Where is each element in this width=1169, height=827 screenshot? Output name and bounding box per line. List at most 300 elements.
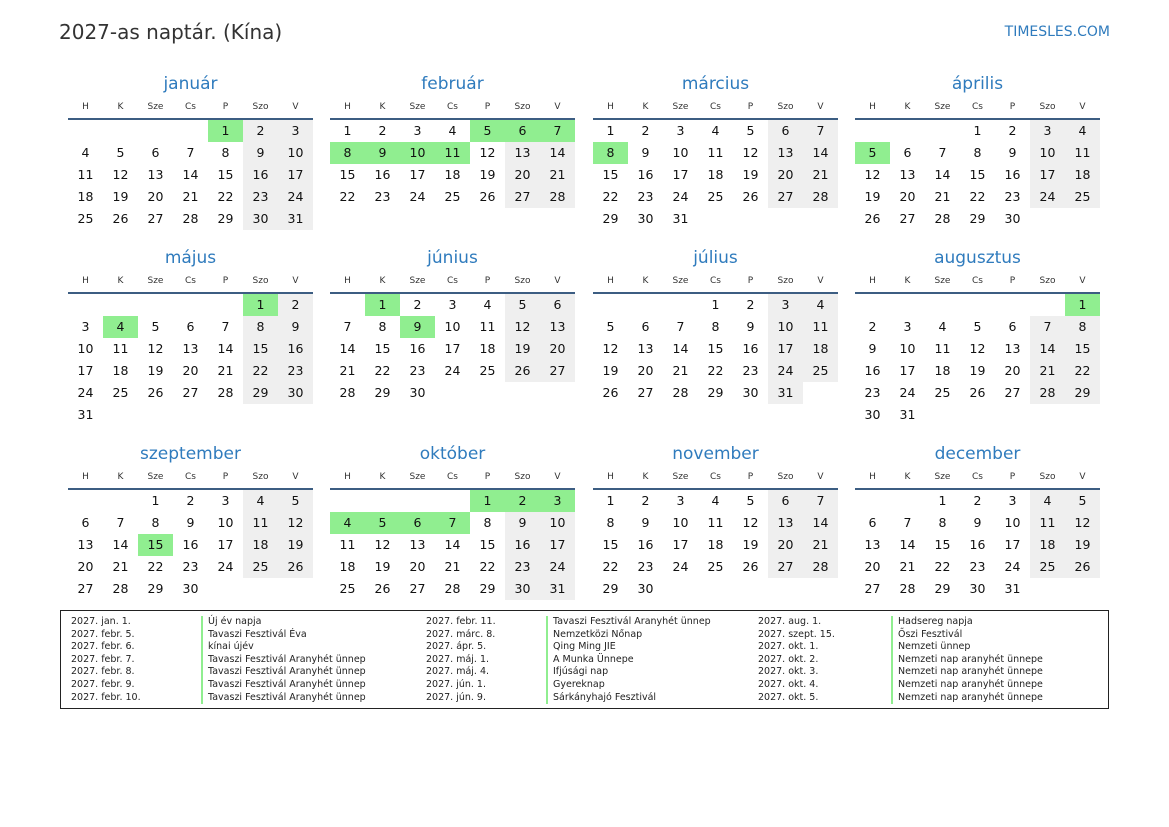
day-cell[interactable]: 2 <box>641 493 650 508</box>
day-cell[interactable]: 29 <box>147 581 164 596</box>
day-cell[interactable]: 13 <box>147 167 164 182</box>
day-cell[interactable]: 25 <box>479 363 496 378</box>
day-cell[interactable]: 10 <box>768 316 803 338</box>
day-cell[interactable]: 28 <box>182 211 199 226</box>
day-cell[interactable]: 20 <box>864 559 881 574</box>
day-cell[interactable]: 25 <box>934 385 951 400</box>
day-cell[interactable]: 9 <box>641 145 650 160</box>
day-cell[interactable]: 19 <box>278 534 313 556</box>
day-cell[interactable]: 18 <box>1030 534 1065 556</box>
day-cell[interactable]: 12 <box>112 167 129 182</box>
day-cell[interactable]: 23 <box>1004 189 1021 204</box>
day-cell[interactable]: 30 <box>409 385 426 400</box>
day-cell[interactable]: 15 <box>243 338 278 360</box>
day-cell[interactable]: 20 <box>1004 363 1021 378</box>
day-cell[interactable]: 4 <box>448 123 457 138</box>
day-cell[interactable]: 6 <box>151 145 160 160</box>
day-cell[interactable]: 19 <box>374 559 391 574</box>
day-cell[interactable]: 8 <box>221 145 230 160</box>
day-cell[interactable]: 24 <box>1004 559 1021 574</box>
day-cell[interactable]: 1 <box>973 123 982 138</box>
day-cell[interactable]: 3 <box>676 123 685 138</box>
day-cell[interactable]: 22 <box>217 189 234 204</box>
day-cell[interactable]: 12 <box>969 341 986 356</box>
day-cell[interactable]: 20 <box>409 559 426 574</box>
day-cell[interactable]: 14 <box>803 142 838 164</box>
day-cell[interactable]: 12 <box>374 537 391 552</box>
day-cell[interactable]: 14 <box>217 341 234 356</box>
day-cell[interactable]: 22 <box>1065 360 1100 382</box>
day-cell[interactable]: 6 <box>768 120 803 142</box>
day-cell[interactable]: 5 <box>746 493 755 508</box>
day-cell[interactable]: 11 <box>1030 512 1065 534</box>
day-cell[interactable]: 13 <box>409 537 426 552</box>
day-cell[interactable]: 12 <box>505 316 540 338</box>
day-cell[interactable]: 14 <box>672 341 689 356</box>
day-cell[interactable]: 27 <box>409 581 426 596</box>
day-cell[interactable]: 19 <box>969 363 986 378</box>
day-cell[interactable]: 21 <box>112 559 129 574</box>
day-cell[interactable]: 22 <box>147 559 164 574</box>
day-cell[interactable]: 29 <box>707 385 724 400</box>
day-cell[interactable]: 2 <box>378 123 387 138</box>
day-cell[interactable]: 16 <box>637 167 654 182</box>
day-cell[interactable]: 3 <box>278 120 313 142</box>
day-cell[interactable]: 14 <box>444 537 461 552</box>
day-cell[interactable]: 13 <box>899 167 916 182</box>
day-cell[interactable]: 15 <box>339 167 356 182</box>
day-cell[interactable]: 13 <box>77 537 94 552</box>
day-cell[interactable]: 6 <box>186 319 195 334</box>
day-cell[interactable]: 16 <box>409 341 426 356</box>
day-cell[interactable]: 14 <box>540 142 575 164</box>
day-cell[interactable]: 17 <box>444 341 461 356</box>
day-cell[interactable]: 29 <box>602 581 619 596</box>
day-cell[interactable]: 9 <box>505 512 540 534</box>
day-cell[interactable]: 31 <box>540 578 575 600</box>
day-cell[interactable]: 20 <box>505 164 540 186</box>
day-cell[interactable]: 16 <box>278 338 313 360</box>
day-cell[interactable]: 26 <box>112 211 129 226</box>
day-cell[interactable]: 18 <box>77 189 94 204</box>
day-cell[interactable]: 22 <box>602 189 619 204</box>
day-cell[interactable]: 1 <box>343 123 352 138</box>
day-cell[interactable]: 20 <box>768 164 803 186</box>
day-cell[interactable]: 14 <box>934 167 951 182</box>
day-cell[interactable]: 24 <box>444 363 461 378</box>
day-cell[interactable]: 29 <box>479 581 496 596</box>
day-cell[interactable]: 17 <box>278 164 313 186</box>
day-cell[interactable]: 25 <box>707 559 724 574</box>
day-cell[interactable]: 8 <box>711 319 720 334</box>
day-cell[interactable]: 16 <box>505 534 540 556</box>
day-cell[interactable]: 21 <box>540 164 575 186</box>
day-cell[interactable]: 13 <box>182 341 199 356</box>
day-cell[interactable]: 3 <box>768 294 803 316</box>
day-cell[interactable]: 16 <box>243 164 278 186</box>
day-cell[interactable]: 5 <box>470 120 505 142</box>
day-cell[interactable]: 8 <box>483 515 492 530</box>
day-cell[interactable]: 13 <box>637 341 654 356</box>
day-cell[interactable]: 1 <box>938 493 947 508</box>
day-cell[interactable]: 4 <box>1065 120 1100 142</box>
day-cell[interactable]: 10 <box>77 341 94 356</box>
day-cell[interactable]: 19 <box>742 537 759 552</box>
day-cell[interactable]: 16 <box>637 537 654 552</box>
day-cell[interactable]: 9 <box>641 515 650 530</box>
day-cell[interactable]: 21 <box>1030 360 1065 382</box>
day-cell[interactable]: 19 <box>479 167 496 182</box>
day-cell[interactable]: 17 <box>409 167 426 182</box>
day-cell[interactable]: 6 <box>505 120 540 142</box>
day-cell[interactable]: 23 <box>409 363 426 378</box>
day-cell[interactable]: 19 <box>602 363 619 378</box>
day-cell[interactable]: 26 <box>602 385 619 400</box>
day-cell[interactable]: 3 <box>676 493 685 508</box>
day-cell[interactable]: 28 <box>672 385 689 400</box>
day-cell[interactable]: 21 <box>217 363 234 378</box>
day-cell[interactable]: 25 <box>339 581 356 596</box>
day-cell[interactable]: 15 <box>217 167 234 182</box>
day-cell[interactable]: 10 <box>540 512 575 534</box>
day-cell[interactable]: 24 <box>672 189 689 204</box>
day-cell[interactable]: 27 <box>899 211 916 226</box>
day-cell[interactable]: 1 <box>470 490 505 512</box>
day-cell[interactable]: 10 <box>1030 142 1065 164</box>
day-cell[interactable]: 17 <box>1004 537 1021 552</box>
day-cell[interactable]: 23 <box>637 189 654 204</box>
day-cell[interactable]: 11 <box>934 341 951 356</box>
day-cell[interactable]: 26 <box>479 189 496 204</box>
day-cell[interactable]: 19 <box>505 338 540 360</box>
day-cell[interactable]: 15 <box>602 537 619 552</box>
day-cell[interactable]: 8 <box>606 515 615 530</box>
day-cell[interactable]: 7 <box>803 120 838 142</box>
day-cell[interactable]: 22 <box>339 189 356 204</box>
day-cell[interactable]: 22 <box>969 189 986 204</box>
day-cell[interactable]: 6 <box>1008 319 1017 334</box>
day-cell[interactable]: 28 <box>899 581 916 596</box>
day-cell[interactable]: 27 <box>637 385 654 400</box>
day-cell[interactable]: 22 <box>243 360 278 382</box>
day-cell[interactable]: 28 <box>540 186 575 208</box>
day-cell[interactable]: 18 <box>1065 164 1100 186</box>
day-cell[interactable]: 23 <box>864 385 881 400</box>
day-cell[interactable]: 7 <box>435 512 470 534</box>
day-cell[interactable]: 20 <box>637 363 654 378</box>
day-cell[interactable]: 20 <box>768 534 803 556</box>
day-cell[interactable]: 27 <box>1004 385 1021 400</box>
day-cell[interactable]: 17 <box>672 537 689 552</box>
day-cell[interactable]: 11 <box>243 512 278 534</box>
day-cell[interactable]: 4 <box>938 319 947 334</box>
day-cell[interactable]: 6 <box>768 490 803 512</box>
day-cell[interactable]: 25 <box>243 556 278 578</box>
day-cell[interactable]: 4 <box>803 294 838 316</box>
day-cell[interactable]: 2 <box>413 297 422 312</box>
day-cell[interactable]: 1 <box>365 294 400 316</box>
day-cell[interactable]: 18 <box>707 167 724 182</box>
day-cell[interactable]: 12 <box>742 515 759 530</box>
day-cell[interactable]: 28 <box>339 385 356 400</box>
day-cell[interactable]: 24 <box>409 189 426 204</box>
day-cell[interactable]: 17 <box>672 167 689 182</box>
day-cell[interactable]: 23 <box>278 360 313 382</box>
day-cell[interactable]: 13 <box>864 537 881 552</box>
day-cell[interactable]: 2 <box>243 120 278 142</box>
day-cell[interactable]: 22 <box>374 363 391 378</box>
day-cell[interactable]: 25 <box>1065 186 1100 208</box>
day-cell[interactable]: 24 <box>217 559 234 574</box>
day-cell[interactable]: 26 <box>147 385 164 400</box>
day-cell[interactable]: 24 <box>77 385 94 400</box>
day-cell[interactable]: 1 <box>606 123 615 138</box>
day-cell[interactable]: 9 <box>400 316 435 338</box>
day-cell[interactable]: 5 <box>365 512 400 534</box>
day-cell[interactable]: 26 <box>742 189 759 204</box>
day-cell[interactable]: 13 <box>768 512 803 534</box>
day-cell[interactable]: 6 <box>540 294 575 316</box>
day-cell[interactable]: 17 <box>768 338 803 360</box>
day-cell[interactable]: 7 <box>803 490 838 512</box>
day-cell[interactable]: 12 <box>147 341 164 356</box>
day-cell[interactable]: 10 <box>1004 515 1021 530</box>
day-cell[interactable]: 31 <box>899 407 916 422</box>
day-cell[interactable]: 21 <box>672 363 689 378</box>
day-cell[interactable]: 6 <box>400 512 435 534</box>
day-cell[interactable]: 20 <box>147 189 164 204</box>
day-cell[interactable]: 28 <box>934 211 951 226</box>
day-cell[interactable]: 8 <box>243 316 278 338</box>
day-cell[interactable]: 27 <box>768 556 803 578</box>
day-cell[interactable]: 1 <box>711 297 720 312</box>
day-cell[interactable]: 19 <box>1065 534 1100 556</box>
day-cell[interactable]: 5 <box>505 294 540 316</box>
day-cell[interactable]: 7 <box>116 515 125 530</box>
day-cell[interactable]: 28 <box>217 385 234 400</box>
day-cell[interactable]: 27 <box>505 186 540 208</box>
day-cell[interactable]: 1 <box>151 493 160 508</box>
day-cell[interactable]: 17 <box>217 537 234 552</box>
day-cell[interactable]: 6 <box>81 515 90 530</box>
day-cell[interactable]: 8 <box>330 142 365 164</box>
day-cell[interactable]: 3 <box>81 319 90 334</box>
day-cell[interactable]: 25 <box>707 189 724 204</box>
day-cell[interactable]: 11 <box>112 341 129 356</box>
day-cell[interactable]: 12 <box>864 167 881 182</box>
day-cell[interactable]: 7 <box>343 319 352 334</box>
day-cell[interactable]: 4 <box>1030 490 1065 512</box>
day-cell[interactable]: 24 <box>540 556 575 578</box>
day-cell[interactable]: 5 <box>1065 490 1100 512</box>
day-cell[interactable]: 8 <box>593 142 628 164</box>
day-cell[interactable]: 10 <box>899 341 916 356</box>
day-cell[interactable]: 3 <box>1030 120 1065 142</box>
day-cell[interactable]: 14 <box>1030 338 1065 360</box>
day-cell[interactable]: 4 <box>243 490 278 512</box>
day-cell[interactable]: 19 <box>742 167 759 182</box>
day-cell[interactable]: 2 <box>746 297 755 312</box>
day-cell[interactable]: 21 <box>934 189 951 204</box>
day-cell[interactable]: 13 <box>505 142 540 164</box>
day-cell[interactable]: 28 <box>803 186 838 208</box>
day-cell[interactable]: 23 <box>374 189 391 204</box>
day-cell[interactable]: 18 <box>707 537 724 552</box>
day-cell[interactable]: 27 <box>768 186 803 208</box>
day-cell[interactable]: 24 <box>899 385 916 400</box>
day-cell[interactable]: 18 <box>803 338 838 360</box>
day-cell[interactable]: 4 <box>711 123 720 138</box>
day-cell[interactable]: 12 <box>742 145 759 160</box>
day-cell[interactable]: 3 <box>413 123 422 138</box>
day-cell[interactable]: 16 <box>1004 167 1021 182</box>
day-cell[interactable]: 28 <box>112 581 129 596</box>
day-cell[interactable]: 10 <box>672 515 689 530</box>
day-cell[interactable]: 28 <box>1030 382 1065 404</box>
day-cell[interactable]: 11 <box>479 319 496 334</box>
day-cell[interactable]: 26 <box>278 556 313 578</box>
day-cell[interactable]: 15 <box>707 341 724 356</box>
day-cell[interactable]: 4 <box>711 493 720 508</box>
day-cell[interactable]: 2 <box>1008 123 1017 138</box>
day-cell[interactable]: 18 <box>479 341 496 356</box>
day-cell[interactable]: 23 <box>637 559 654 574</box>
day-cell[interactable]: 5 <box>746 123 755 138</box>
day-cell[interactable]: 11 <box>435 142 470 164</box>
day-cell[interactable]: 15 <box>479 537 496 552</box>
day-cell[interactable]: 2 <box>278 294 313 316</box>
day-cell[interactable]: 21 <box>339 363 356 378</box>
day-cell[interactable]: 3 <box>1008 493 1017 508</box>
day-cell[interactable]: 7 <box>676 319 685 334</box>
day-cell[interactable]: 15 <box>969 167 986 182</box>
day-cell[interactable]: 4 <box>81 145 90 160</box>
day-cell[interactable]: 7 <box>221 319 230 334</box>
day-cell[interactable]: 10 <box>400 142 435 164</box>
day-cell[interactable]: 9 <box>243 142 278 164</box>
day-cell[interactable]: 25 <box>112 385 129 400</box>
day-cell[interactable]: 29 <box>374 385 391 400</box>
site-link[interactable]: TIMESLES.COM <box>1004 24 1110 40</box>
day-cell[interactable]: 14 <box>899 537 916 552</box>
day-cell[interactable]: 30 <box>637 581 654 596</box>
day-cell[interactable]: 29 <box>1065 382 1100 404</box>
day-cell[interactable]: 14 <box>182 167 199 182</box>
day-cell[interactable]: 23 <box>243 186 278 208</box>
day-cell[interactable]: 16 <box>864 363 881 378</box>
day-cell[interactable]: 12 <box>479 145 496 160</box>
day-cell[interactable]: 6 <box>641 319 650 334</box>
day-cell[interactable]: 1 <box>1065 294 1100 316</box>
day-cell[interactable]: 12 <box>278 512 313 534</box>
day-cell[interactable]: 11 <box>1065 142 1100 164</box>
day-cell[interactable]: 3 <box>540 490 575 512</box>
day-cell[interactable]: 5 <box>278 490 313 512</box>
day-cell[interactable]: 27 <box>77 581 94 596</box>
day-cell[interactable]: 22 <box>934 559 951 574</box>
day-cell[interactable]: 30 <box>742 385 759 400</box>
day-cell[interactable]: 2 <box>186 493 195 508</box>
day-cell[interactable]: 20 <box>182 363 199 378</box>
day-cell[interactable]: 29 <box>934 581 951 596</box>
day-cell[interactable]: 17 <box>899 363 916 378</box>
day-cell[interactable]: 10 <box>672 145 689 160</box>
day-cell[interactable]: 23 <box>742 363 759 378</box>
day-cell[interactable]: 22 <box>707 363 724 378</box>
day-cell[interactable]: 15 <box>138 534 173 556</box>
day-cell[interactable]: 30 <box>1004 211 1021 226</box>
day-cell[interactable]: 9 <box>365 142 400 164</box>
day-cell[interactable]: 15 <box>602 167 619 182</box>
day-cell[interactable]: 17 <box>77 363 94 378</box>
day-cell[interactable]: 29 <box>243 382 278 404</box>
day-cell[interactable]: 22 <box>602 559 619 574</box>
day-cell[interactable]: 5 <box>606 319 615 334</box>
day-cell[interactable]: 9 <box>1008 145 1017 160</box>
day-cell[interactable]: 1 <box>243 294 278 316</box>
day-cell[interactable]: 16 <box>969 537 986 552</box>
day-cell[interactable]: 31 <box>768 382 803 404</box>
day-cell[interactable]: 2 <box>868 319 877 334</box>
day-cell[interactable]: 8 <box>938 515 947 530</box>
day-cell[interactable]: 29 <box>969 211 986 226</box>
day-cell[interactable]: 8 <box>1065 316 1100 338</box>
day-cell[interactable]: 30 <box>969 581 986 596</box>
day-cell[interactable]: 2 <box>641 123 650 138</box>
day-cell[interactable]: 14 <box>112 537 129 552</box>
day-cell[interactable]: 27 <box>864 581 881 596</box>
day-cell[interactable]: 21 <box>803 534 838 556</box>
day-cell[interactable]: 7 <box>903 515 912 530</box>
day-cell[interactable]: 21 <box>803 164 838 186</box>
day-cell[interactable]: 28 <box>803 556 838 578</box>
day-cell[interactable]: 17 <box>540 534 575 556</box>
day-cell[interactable]: 30 <box>505 578 540 600</box>
day-cell[interactable]: 2 <box>973 493 982 508</box>
day-cell[interactable]: 13 <box>1004 341 1021 356</box>
day-cell[interactable]: 28 <box>444 581 461 596</box>
day-cell[interactable]: 4 <box>103 316 138 338</box>
day-cell[interactable]: 11 <box>707 515 724 530</box>
day-cell[interactable]: 21 <box>899 559 916 574</box>
day-cell[interactable]: 1 <box>208 120 243 142</box>
day-cell[interactable]: 24 <box>768 360 803 382</box>
day-cell[interactable]: 9 <box>973 515 982 530</box>
day-cell[interactable]: 31 <box>278 208 313 230</box>
day-cell[interactable]: 25 <box>77 211 94 226</box>
day-cell[interactable]: 5 <box>116 145 125 160</box>
day-cell[interactable]: 16 <box>182 537 199 552</box>
day-cell[interactable]: 6 <box>868 515 877 530</box>
day-cell[interactable]: 3 <box>221 493 230 508</box>
day-cell[interactable]: 10 <box>278 142 313 164</box>
day-cell[interactable]: 16 <box>742 341 759 356</box>
day-cell[interactable]: 7 <box>540 120 575 142</box>
day-cell[interactable]: 25 <box>803 360 838 382</box>
day-cell[interactable]: 22 <box>479 559 496 574</box>
day-cell[interactable]: 7 <box>1030 316 1065 338</box>
day-cell[interactable]: 8 <box>151 515 160 530</box>
day-cell[interactable]: 14 <box>339 341 356 356</box>
day-cell[interactable]: 19 <box>112 189 129 204</box>
day-cell[interactable]: 10 <box>444 319 461 334</box>
day-cell[interactable]: 14 <box>803 512 838 534</box>
day-cell[interactable]: 2 <box>505 490 540 512</box>
day-cell[interactable]: 5 <box>855 142 890 164</box>
day-cell[interactable]: 26 <box>864 211 881 226</box>
day-cell[interactable]: 3 <box>903 319 912 334</box>
day-cell[interactable]: 30 <box>182 581 199 596</box>
